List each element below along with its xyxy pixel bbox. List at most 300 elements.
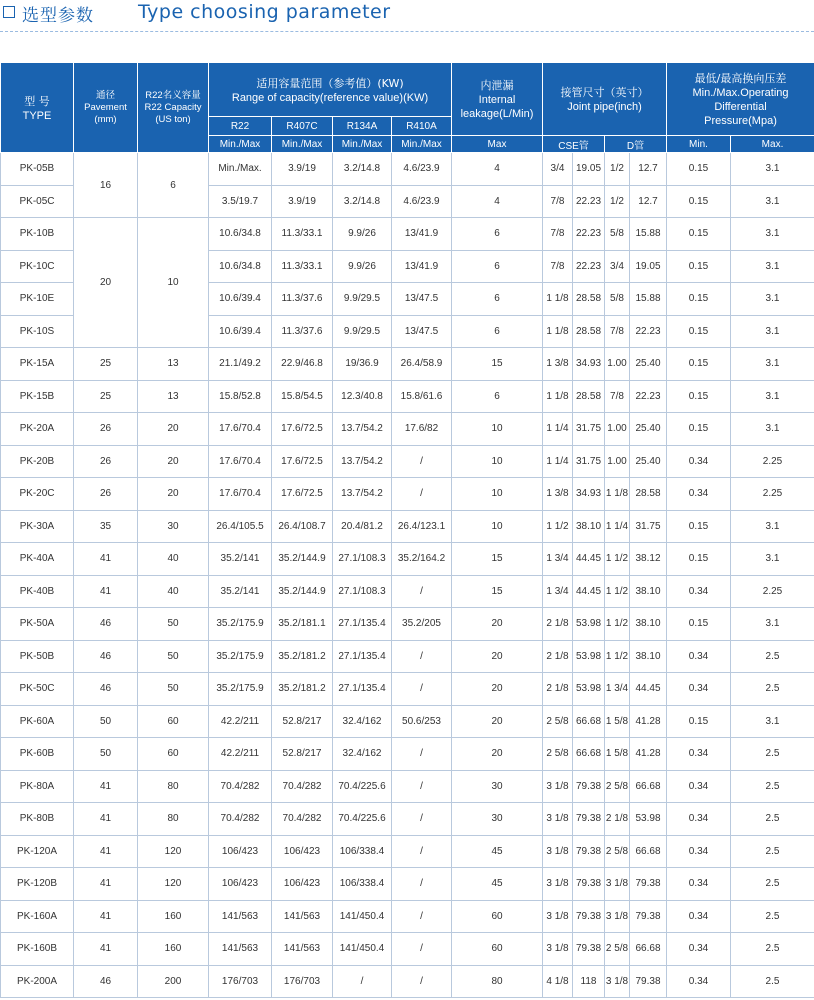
cell-cse-in: 1 1/8	[543, 380, 573, 413]
cell-leak: 20	[452, 640, 543, 673]
cell-cap: 60	[138, 705, 209, 738]
cell-d-in: 1 1/2	[605, 608, 630, 641]
cell-d-mm: 53.98	[630, 803, 667, 836]
cell-r134a: 9.9/26	[333, 218, 392, 251]
cell-pmax: 2.5	[731, 900, 814, 933]
cell-pav: 26	[74, 413, 138, 446]
cell-d-in: 1 1/2	[605, 640, 630, 673]
cell-cse-in: 2 1/8	[543, 608, 573, 641]
cell-d-in: 5/8	[605, 218, 630, 251]
cell-pmin: 0.34	[667, 933, 731, 966]
cell-leak: 60	[452, 900, 543, 933]
cell-pav: 41	[74, 900, 138, 933]
cell-d-mm: 38.12	[630, 543, 667, 576]
cell-r134a: 20.4/81.2	[333, 510, 392, 543]
header-r410a: R410A	[392, 117, 452, 136]
cell-pmax: 3.1	[731, 543, 814, 576]
header-d: D管	[605, 136, 667, 153]
cell-leak: 60	[452, 933, 543, 966]
cell-d-mm: 15.88	[630, 283, 667, 316]
cell-cap: 200	[138, 965, 209, 998]
cell-d-mm: 41.28	[630, 738, 667, 771]
cell-leak: 45	[452, 835, 543, 868]
cell-leak: 6	[452, 380, 543, 413]
cell-pav: 46	[74, 640, 138, 673]
cell-r22: 3.5/19.7	[209, 185, 272, 218]
cell-r410a: /	[392, 445, 452, 478]
cell-cse-in: 3 1/8	[543, 868, 573, 901]
cell-pmin: 0.34	[667, 640, 731, 673]
cell-type: PK-10S	[1, 315, 74, 348]
table-row	[1, 413, 814, 446]
cell-r134a: 27.1/135.4	[333, 640, 392, 673]
cell-r407c: 106/423	[272, 868, 333, 901]
cell-pmax: 2.5	[731, 770, 814, 803]
cell-cse-mm: 28.58	[573, 283, 605, 316]
header-capacity: R22名义容量 R22 Capacity (US ton)	[138, 63, 209, 153]
cell-cse-mm: 31.75	[573, 445, 605, 478]
cell-r410a: /	[392, 835, 452, 868]
header-joint-pipe: 接管尺寸（英寸） Joint pipe(inch)	[543, 63, 667, 136]
cell-d-in: 1 5/8	[605, 705, 630, 738]
cell-cse-in: 3 1/8	[543, 770, 573, 803]
cell-cap: 80	[138, 803, 209, 836]
header-range: 适用容量范围（参考值）(KW) Range of capacity(reference value)(KW)	[209, 63, 452, 117]
cell-d-mm: 38.10	[630, 608, 667, 641]
cell-d-in: 1.00	[605, 413, 630, 446]
cell-r410a: /	[392, 738, 452, 771]
cell-r407c: 35.2/181.2	[272, 640, 333, 673]
cell-d-in: 1 1/4	[605, 510, 630, 543]
cell-d-in: 1 1/8	[605, 478, 630, 511]
cell-cse-in: 1 3/8	[543, 348, 573, 381]
cell-r410a: 17.6/82	[392, 413, 452, 446]
cell-cap: 20	[138, 413, 209, 446]
cell-r407c: 70.4/282	[272, 803, 333, 836]
cell-cse-mm: 53.98	[573, 608, 605, 641]
cell-leak: 30	[452, 770, 543, 803]
cell-r410a: /	[392, 868, 452, 901]
cell-d-in: 5/8	[605, 283, 630, 316]
cell-cse-in: 1 3/8	[543, 478, 573, 511]
table-row	[1, 868, 814, 901]
cell-r22: 141/563	[209, 900, 272, 933]
cell-pmin: 0.15	[667, 348, 731, 381]
cell-cse-in: 7/8	[543, 250, 573, 283]
cell-r134a: 27.1/108.3	[333, 575, 392, 608]
cell-type: PK-05C	[1, 185, 74, 218]
cell-pmin: 0.34	[667, 575, 731, 608]
cell-d-mm: 19.05	[630, 250, 667, 283]
cell-d-in: 7/8	[605, 315, 630, 348]
cell-d-mm: 15.88	[630, 218, 667, 251]
cell-d-mm: 41.28	[630, 705, 667, 738]
cell-d-in: 1.00	[605, 348, 630, 381]
cell-cse-mm: 38.10	[573, 510, 605, 543]
cell-cse-mm: 28.58	[573, 315, 605, 348]
checkbox-square-icon	[3, 6, 15, 18]
cell-pav: 41	[74, 835, 138, 868]
cell-r410a: 13/47.5	[392, 283, 452, 316]
cell-r410a: 50.6/253	[392, 705, 452, 738]
cell-type: PK-120B	[1, 868, 74, 901]
cell-leak: 10	[452, 445, 543, 478]
cell-cap: 40	[138, 575, 209, 608]
cell-type: PK-15B	[1, 380, 74, 413]
cell-pmin: 0.15	[667, 608, 731, 641]
cell-r407c: 35.2/144.9	[272, 575, 333, 608]
cell-cse-mm: 44.45	[573, 543, 605, 576]
cell-cse-in: 3 1/8	[543, 900, 573, 933]
cell-cap: 40	[138, 543, 209, 576]
cell-d-in: 1 1/2	[605, 543, 630, 576]
cell-pav: 26	[74, 478, 138, 511]
cell-cap: 20	[138, 445, 209, 478]
cell-type: PK-80A	[1, 770, 74, 803]
cell-r134a: 27.1/108.3	[333, 543, 392, 576]
cell-cap: 6	[138, 153, 209, 218]
cell-r407c: 17.6/72.5	[272, 445, 333, 478]
cell-cap: 80	[138, 770, 209, 803]
cell-leak: 15	[452, 543, 543, 576]
cell-d-in: 3/4	[605, 250, 630, 283]
cell-cap: 13	[138, 348, 209, 381]
cell-d-in: 1 5/8	[605, 738, 630, 771]
cell-pmin: 0.34	[667, 445, 731, 478]
cell-pmin: 0.34	[667, 835, 731, 868]
cell-type: PK-120A	[1, 835, 74, 868]
cell-d-mm: 25.40	[630, 445, 667, 478]
cell-cse-in: 2 5/8	[543, 705, 573, 738]
cell-pmin: 0.34	[667, 900, 731, 933]
cell-r407c: 22.9/46.8	[272, 348, 333, 381]
cell-cap: 160	[138, 933, 209, 966]
cell-leak: 20	[452, 738, 543, 771]
table-row	[1, 575, 814, 608]
cell-r410a: 26.4/123.1	[392, 510, 452, 543]
cell-pmax: 3.1	[731, 705, 814, 738]
table-row	[1, 445, 814, 478]
cell-r134a: 27.1/135.4	[333, 608, 392, 641]
cell-cap: 50	[138, 608, 209, 641]
cell-r134a: 32.4/162	[333, 738, 392, 771]
cell-r134a: 141/450.4	[333, 900, 392, 933]
cell-leak: 4	[452, 153, 543, 186]
cell-cse-mm: 53.98	[573, 673, 605, 706]
cell-cse-mm: 66.68	[573, 705, 605, 738]
cell-pmin: 0.34	[667, 770, 731, 803]
cell-pmin: 0.34	[667, 673, 731, 706]
cell-r407c: 52.8/217	[272, 738, 333, 771]
cell-type: PK-10E	[1, 283, 74, 316]
cell-pmin: 0.15	[667, 283, 731, 316]
table-row	[1, 640, 814, 673]
cell-cse-in: 2 1/8	[543, 640, 573, 673]
cell-d-mm: 25.40	[630, 348, 667, 381]
cell-d-in: 2 5/8	[605, 835, 630, 868]
cell-leak: 6	[452, 315, 543, 348]
cell-cse-mm: 79.38	[573, 835, 605, 868]
cell-r134a: 19/36.9	[333, 348, 392, 381]
cell-r134a: /	[333, 965, 392, 998]
cell-r134a: 3.2/14.8	[333, 185, 392, 218]
table-row	[1, 218, 814, 251]
cell-r407c: 70.4/282	[272, 770, 333, 803]
cell-r22: 17.6/70.4	[209, 413, 272, 446]
cell-pmin: 0.15	[667, 218, 731, 251]
cell-type: PK-40B	[1, 575, 74, 608]
cell-type: PK-160B	[1, 933, 74, 966]
cell-cap: 120	[138, 868, 209, 901]
cell-cse-in: 3 1/8	[543, 803, 573, 836]
cell-r407c: 17.6/72.5	[272, 478, 333, 511]
cell-pmax: 3.1	[731, 413, 814, 446]
cell-cse-in: 1 1/4	[543, 413, 573, 446]
cell-d-mm: 31.75	[630, 510, 667, 543]
cell-pmax: 2.5	[731, 933, 814, 966]
cell-cse-in: 2 5/8	[543, 738, 573, 771]
cell-d-in: 2 5/8	[605, 933, 630, 966]
cell-pmax: 3.1	[731, 250, 814, 283]
cell-r22: 35.2/141	[209, 543, 272, 576]
cell-cse-in: 3 1/8	[543, 835, 573, 868]
title-divider	[0, 31, 814, 32]
header-leakage: 内泄漏 Internal leakage(L/Min)	[452, 63, 543, 136]
cell-pmin: 0.15	[667, 543, 731, 576]
cell-leak: 10	[452, 478, 543, 511]
header-type: 型 号 TYPE	[1, 63, 74, 153]
cell-d-mm: 22.23	[630, 380, 667, 413]
cell-cse-mm: 28.58	[573, 380, 605, 413]
table-row	[1, 738, 814, 771]
cell-r410a: /	[392, 933, 452, 966]
cell-pmin: 0.34	[667, 738, 731, 771]
cell-cse-mm: 19.05	[573, 153, 605, 186]
cell-d-mm: 44.45	[630, 673, 667, 706]
cell-d-mm: 12.7	[630, 185, 667, 218]
cell-cse-mm: 79.38	[573, 868, 605, 901]
cell-r410a: 35.2/205	[392, 608, 452, 641]
cell-pmin: 0.15	[667, 380, 731, 413]
cell-r22: 70.4/282	[209, 770, 272, 803]
cell-cse-in: 1 1/8	[543, 283, 573, 316]
cell-type: PK-10C	[1, 250, 74, 283]
cell-pav: 50	[74, 705, 138, 738]
cell-r407c: 141/563	[272, 900, 333, 933]
cell-r407c: 11.3/37.6	[272, 283, 333, 316]
cell-leak: 10	[452, 510, 543, 543]
cell-pmin: 0.15	[667, 510, 731, 543]
cell-d-in: 1/2	[605, 185, 630, 218]
cell-pmin: 0.34	[667, 803, 731, 836]
cell-leak: 10	[452, 413, 543, 446]
cell-pav: 35	[74, 510, 138, 543]
cell-r410a: 26.4/58.9	[392, 348, 452, 381]
table-row	[1, 510, 814, 543]
cell-r410a: 13/41.9	[392, 250, 452, 283]
cell-r134a: 12.3/40.8	[333, 380, 392, 413]
cell-pav: 25	[74, 348, 138, 381]
cell-pmax: 3.1	[731, 348, 814, 381]
cell-pmax: 3.1	[731, 608, 814, 641]
header-r22-minmax: Min./Max	[209, 136, 272, 153]
cell-r134a: 13.7/54.2	[333, 478, 392, 511]
cell-type: PK-20A	[1, 413, 74, 446]
cell-pav: 50	[74, 738, 138, 771]
cell-pmin: 0.15	[667, 705, 731, 738]
cell-r410a: /	[392, 770, 452, 803]
cell-cap: 120	[138, 835, 209, 868]
cell-d-in: 2 5/8	[605, 770, 630, 803]
cell-r22: Min./Max.	[209, 153, 272, 186]
cell-cse-mm: 34.93	[573, 478, 605, 511]
cell-d-in: 3 1/8	[605, 900, 630, 933]
cell-pav: 41	[74, 770, 138, 803]
cell-r407c: 11.3/33.1	[272, 218, 333, 251]
cell-d-mm: 79.38	[630, 900, 667, 933]
cell-r22: 35.2/175.9	[209, 673, 272, 706]
header-pavement: 通径 Pavement (mm)	[74, 63, 138, 153]
table-row	[1, 673, 814, 706]
cell-pav: 41	[74, 543, 138, 576]
table-row	[1, 153, 814, 186]
cell-leak: 20	[452, 705, 543, 738]
cell-r22: 15.8/52.8	[209, 380, 272, 413]
cell-pmax: 3.1	[731, 315, 814, 348]
cell-pav: 46	[74, 965, 138, 998]
table-header	[1, 63, 814, 153]
cell-pav: 41	[74, 868, 138, 901]
header-pmin: Min.	[667, 136, 731, 153]
table-row	[1, 705, 814, 738]
cell-r22: 35.2/141	[209, 575, 272, 608]
cell-cse-in: 7/8	[543, 218, 573, 251]
cell-pmax: 3.1	[731, 380, 814, 413]
cell-cap: 10	[138, 218, 209, 348]
cell-r22: 42.2/211	[209, 705, 272, 738]
cell-pmax: 3.1	[731, 510, 814, 543]
cell-r410a: /	[392, 673, 452, 706]
cell-pmax: 3.1	[731, 218, 814, 251]
cell-cap: 160	[138, 900, 209, 933]
cell-pmax: 2.5	[731, 673, 814, 706]
cell-type: PK-40A	[1, 543, 74, 576]
cell-type: PK-20B	[1, 445, 74, 478]
cell-cse-mm: 79.38	[573, 803, 605, 836]
cell-cse-mm: 118	[573, 965, 605, 998]
cell-r22: 26.4/105.5	[209, 510, 272, 543]
cell-leak: 15	[452, 348, 543, 381]
cell-pmax: 2.5	[731, 738, 814, 771]
cell-r22: 141/563	[209, 933, 272, 966]
cell-pmin: 0.15	[667, 315, 731, 348]
table-row	[1, 478, 814, 511]
cell-d-in: 3 1/8	[605, 965, 630, 998]
header-r407c-minmax: Min./Max	[272, 136, 333, 153]
cell-r407c: 3.9/19	[272, 153, 333, 186]
cell-r410a: /	[392, 575, 452, 608]
cell-d-in: 1.00	[605, 445, 630, 478]
cell-r134a: 13.7/54.2	[333, 445, 392, 478]
cell-r22: 10.6/39.4	[209, 315, 272, 348]
cell-r410a: /	[392, 640, 452, 673]
header-pmax: Max.	[731, 136, 814, 153]
cell-leak: 4	[452, 185, 543, 218]
cell-r22: 10.6/39.4	[209, 283, 272, 316]
cell-leak: 6	[452, 218, 543, 251]
cell-type: PK-200A	[1, 965, 74, 998]
cell-r410a: 4.6/23.9	[392, 185, 452, 218]
cell-pmax: 2.5	[731, 835, 814, 868]
cell-cse-in: 1 1/8	[543, 315, 573, 348]
cell-type: PK-60A	[1, 705, 74, 738]
cell-type: PK-60B	[1, 738, 74, 771]
table-row	[1, 543, 814, 576]
cell-r134a: 106/338.4	[333, 868, 392, 901]
cell-r134a: 32.4/162	[333, 705, 392, 738]
cell-leak: 80	[452, 965, 543, 998]
cell-type: PK-10B	[1, 218, 74, 251]
cell-r410a: 13/41.9	[392, 218, 452, 251]
cell-d-mm: 12.7	[630, 153, 667, 186]
cell-r407c: 52.8/217	[272, 705, 333, 738]
cell-pav: 26	[74, 445, 138, 478]
cell-r22: 10.6/34.8	[209, 250, 272, 283]
table-row	[1, 348, 814, 381]
cell-r22: 17.6/70.4	[209, 478, 272, 511]
cell-r22: 21.1/49.2	[209, 348, 272, 381]
cell-d-in: 1 1/2	[605, 575, 630, 608]
cell-r134a: 106/338.4	[333, 835, 392, 868]
cell-r134a: 9.9/29.5	[333, 315, 392, 348]
cell-cse-mm: 22.23	[573, 250, 605, 283]
cell-pmax: 2.5	[731, 803, 814, 836]
header-r410a-minmax: Min./Max	[392, 136, 452, 153]
cell-r134a: 141/450.4	[333, 933, 392, 966]
cell-d-mm: 66.68	[630, 933, 667, 966]
cell-r22: 35.2/175.9	[209, 608, 272, 641]
cell-leak: 15	[452, 575, 543, 608]
cell-cse-mm: 31.75	[573, 413, 605, 446]
cell-r134a: 9.9/29.5	[333, 283, 392, 316]
table-row	[1, 608, 814, 641]
cell-cap: 50	[138, 640, 209, 673]
cell-cse-in: 3 1/8	[543, 933, 573, 966]
cell-cse-mm: 53.98	[573, 640, 605, 673]
cell-r134a: 27.1/135.4	[333, 673, 392, 706]
cell-cse-mm: 79.38	[573, 900, 605, 933]
section-title-bar	[0, 0, 814, 34]
cell-leak: 20	[452, 608, 543, 641]
cell-pmax: 2.5	[731, 965, 814, 998]
cell-r407c: 11.3/37.6	[272, 315, 333, 348]
table-row	[1, 933, 814, 966]
cell-pmax: 3.1	[731, 283, 814, 316]
header-r134a: R134A	[333, 117, 392, 136]
cell-pmin: 0.34	[667, 478, 731, 511]
cell-pmin: 0.15	[667, 185, 731, 218]
cell-cse-in: 3/4	[543, 153, 573, 186]
cell-pmin: 0.34	[667, 965, 731, 998]
cell-r410a: 35.2/164.2	[392, 543, 452, 576]
cell-cse-in: 1 3/4	[543, 575, 573, 608]
cell-type: PK-20C	[1, 478, 74, 511]
table-body	[1, 153, 814, 998]
cell-cap: 50	[138, 673, 209, 706]
cell-d-in: 3 1/8	[605, 868, 630, 901]
cell-r407c: 17.6/72.5	[272, 413, 333, 446]
cell-cse-mm: 22.23	[573, 185, 605, 218]
